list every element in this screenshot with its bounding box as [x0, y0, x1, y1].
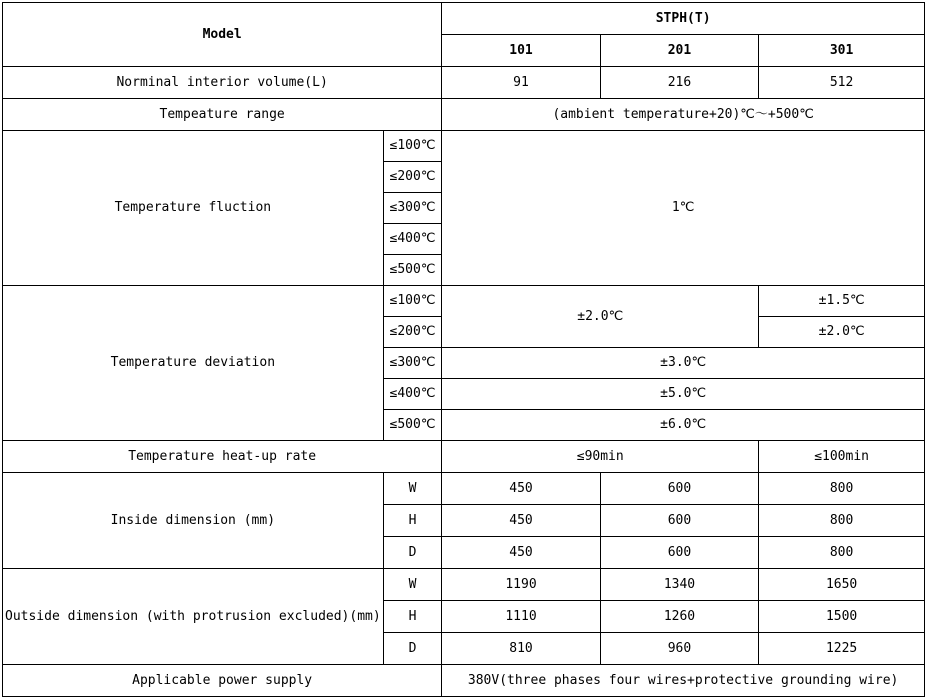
- model-301-header: 301: [759, 35, 925, 67]
- outside-dim: D: [383, 633, 442, 665]
- inside-value: 450: [442, 537, 600, 569]
- outside-value: 960: [600, 633, 758, 665]
- series-header: STPH(T): [442, 3, 925, 35]
- heatup-label: Temperature heat-up rate: [3, 441, 442, 473]
- outside-value: 1110: [442, 601, 600, 633]
- inside-value: 600: [600, 537, 758, 569]
- fluction-value: 1℃: [442, 131, 925, 286]
- heatup-101-201: ≤90min: [442, 441, 759, 473]
- fluction-range: ≤200℃: [383, 162, 442, 193]
- outside-value: 1190: [442, 569, 600, 601]
- fluction-range: ≤100℃: [383, 131, 442, 162]
- inside-value: 800: [759, 473, 925, 505]
- temp-range-value: (ambient temperature+20)℃～+500℃: [442, 99, 925, 131]
- deviation-range: ≤300℃: [383, 348, 442, 379]
- inside-dim: H: [383, 505, 442, 537]
- fluction-range: ≤500℃: [383, 255, 442, 286]
- deviation-301-200: ±2.0℃: [759, 317, 925, 348]
- outside-dim: W: [383, 569, 442, 601]
- deviation-301-100: ±1.5℃: [759, 286, 925, 317]
- deviation-range: ≤400℃: [383, 379, 442, 410]
- outside-value: 1340: [600, 569, 758, 601]
- inside-value: 450: [442, 473, 600, 505]
- outside-dim: H: [383, 601, 442, 633]
- deviation-500-value: ±6.0℃: [442, 410, 925, 441]
- outside-value: 1260: [600, 601, 758, 633]
- inside-value: 600: [600, 473, 758, 505]
- fluction-range: ≤300℃: [383, 193, 442, 224]
- model-201-header: 201: [600, 35, 758, 67]
- inside-label: Inside dimension (mm): [3, 473, 384, 569]
- fluction-range: ≤400℃: [383, 224, 442, 255]
- deviation-range: ≤200℃: [383, 317, 442, 348]
- power-label: Applicable power supply: [3, 665, 442, 697]
- model-101-header: 101: [442, 35, 600, 67]
- volume-301: 512: [759, 67, 925, 99]
- power-value: 380V(three phases four wires+protective grounding wire): [442, 665, 925, 697]
- outside-value: 1650: [759, 569, 925, 601]
- spec-table: [2, 2, 925, 697]
- volume-101: 91: [442, 67, 600, 99]
- deviation-range: ≤100℃: [383, 286, 442, 317]
- deviation-range: ≤500℃: [383, 410, 442, 441]
- inside-dim: W: [383, 473, 442, 505]
- deviation-300-value: ±3.0℃: [442, 348, 925, 379]
- temp-range-label: Tempeature range: [3, 99, 442, 131]
- outside-value: 1225: [759, 633, 925, 665]
- outside-value: 810: [442, 633, 600, 665]
- model-header: Model: [3, 3, 442, 67]
- inside-value: 800: [759, 537, 925, 569]
- inside-value: 450: [442, 505, 600, 537]
- heatup-301: ≤100min: [759, 441, 925, 473]
- outside-label: Outside dimension (with protrusion excluded)(mm): [3, 569, 384, 665]
- fluction-label: Temperature fluction: [3, 131, 384, 286]
- inside-value: 600: [600, 505, 758, 537]
- inside-dim: D: [383, 537, 442, 569]
- deviation-low-101-201: ±2.0℃: [442, 286, 759, 348]
- inside-value: 800: [759, 505, 925, 537]
- outside-value: 1500: [759, 601, 925, 633]
- deviation-label: Temperature deviation: [3, 286, 384, 441]
- volume-label: Norminal interior volume(L): [3, 67, 442, 99]
- volume-201: 216: [600, 67, 758, 99]
- deviation-400-value: ±5.0℃: [442, 379, 925, 410]
